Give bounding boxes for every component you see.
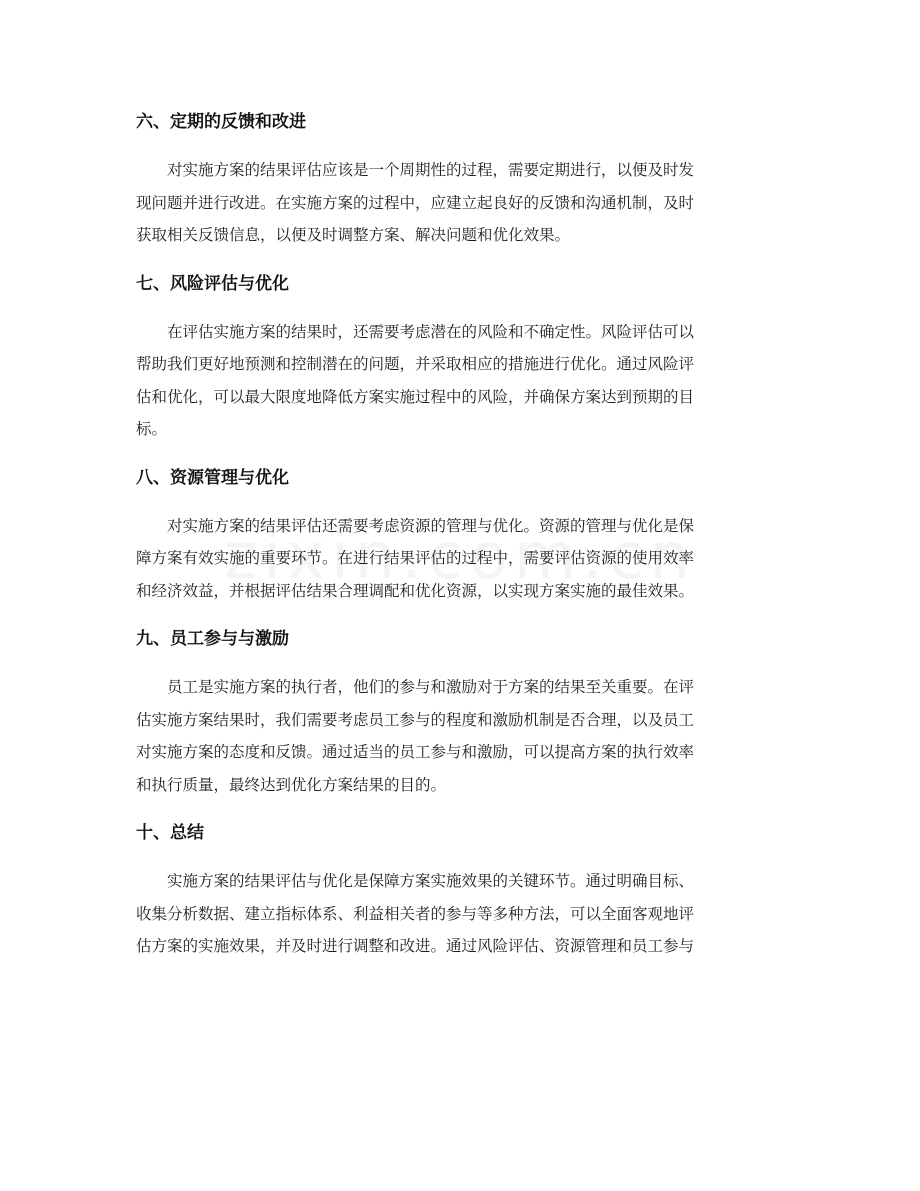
paragraph-line: 对实施方案的态度和反馈。通过适当的员工参与和激励，可以提高方案的执行效率: [136, 743, 695, 761]
section-paragraph: [136, 316, 786, 446]
section-heading: 十、总结: [136, 823, 204, 843]
section-2: [136, 266, 786, 446]
paragraph-line: 估和优化，可以最大限度地降低方案实施过程中的风险，并确保方案达到预期的目: [136, 387, 695, 406]
paragraph-line: 标。: [136, 420, 168, 438]
paragraph-line: 收集分析数据、建立指标体系、利益相关者的参与等多种方法，可以全面客观地评: [136, 904, 695, 923]
section-heading: 九、员工参与与激励: [136, 629, 289, 649]
section-3: [136, 460, 786, 608]
paragraph-line: 现问题并进行改进。在实施方案的过程中，应建立起良好的反馈和沟通机制，及时: [136, 193, 695, 212]
section-paragraph: [136, 154, 786, 252]
paragraph-line: 对实施方案的结果评估应该是一个周期性的过程，需要定期进行，以便及时发: [167, 161, 695, 179]
section-heading: 六、定期的反馈和改进: [136, 112, 306, 132]
section-1: [136, 104, 786, 252]
paragraph-line: 估方案的实施效果，并及时进行调整和改进。通过风险评估、资源管理和员工参与: [136, 937, 695, 955]
section-heading: 八、资源管理与优化: [136, 467, 289, 488]
paragraph-line: 实施方案的结果评估与优化是保障方案实施效果的关键环节。通过明确目标、: [167, 872, 695, 890]
document-body: [136, 104, 786, 977]
paragraph-line: 对实施方案的结果评估还需要考虑资源的管理与优化。资源的管理与优化是保: [167, 516, 695, 535]
section-5: [136, 815, 786, 963]
paragraph-line: 帮助我们更好地预测和控制潜在的问题，并采取相应的措施进行优化。通过风险评: [136, 355, 695, 373]
paragraph-line: 获取相关反馈信息，以便及时调整方案、解决问题和优化效果。: [136, 226, 571, 244]
paragraph-line: 员工是实施方案的执行者，他们的参与和激励对于方案的结果至关重要。在评: [167, 678, 695, 696]
section-paragraph: [136, 510, 786, 608]
paragraph-line: 和经济效益，并根据评估结果合理调配和优化资源，以实现方案实施的最佳效果。: [136, 581, 695, 600]
section-heading: 七、风险评估与优化: [136, 273, 289, 294]
section-paragraph: [136, 865, 786, 963]
paragraph-line: 和执行质量，最终达到优化方案结果的目的。: [136, 775, 447, 794]
section-4: [136, 621, 786, 801]
paragraph-line: 障方案有效实施的重要环节。在进行结果评估的过程中，需要评估资源的使用效率: [136, 549, 695, 567]
paragraph-line: 在评估实施方案的结果时，还需要考虑潜在的风险和不确定性。风险评估可以: [167, 322, 695, 341]
paragraph-line: 估实施方案结果时，我们需要考虑员工参与的程度和激励机制是否合理，以及员工: [136, 710, 695, 729]
section-paragraph: [136, 671, 786, 801]
